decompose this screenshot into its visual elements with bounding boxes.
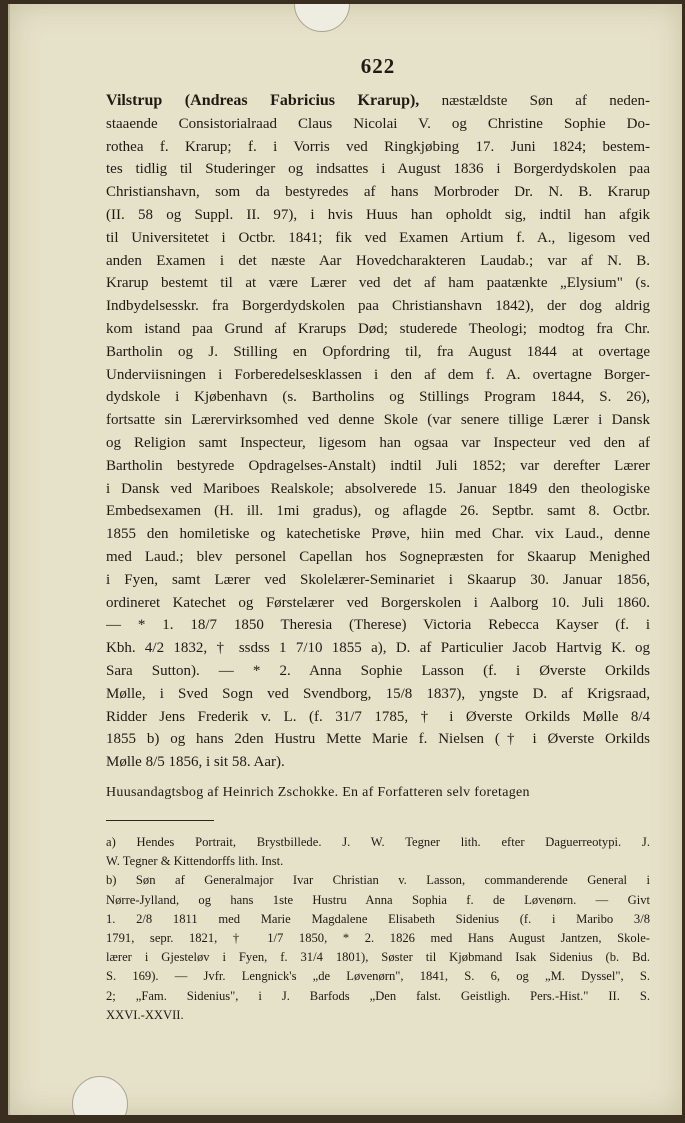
footnote-line: S. 169). — Jvfr. Lengnick's „de Løvenørn", 1841, S. 6, og „M. Dyssel", S. [106, 969, 650, 984]
footnote-line: 1791, sepr. 1821, † 1/7 1850, * 2. 1826 med Hans August Jantzen, Skole- [106, 930, 650, 945]
footnote-line: a) Hendes Portrait, Brystbillede. J. W. Tegner lith. efter Daguerreotypi. J. [106, 834, 650, 849]
book-page [8, 4, 682, 1115]
entry-line: Embedsexamen (H. ill. 1mi gradus), og aflagde 26. Septbr. samt 8. Octbr. [106, 503, 650, 520]
footnote-line: XXVI.-XXVII. [106, 1007, 184, 1022]
entry-line: kom istand paa Grund af Krarups Død; studerede Theologi; modtog fra Chr. [106, 320, 650, 337]
entry-line: — * 1. 18/7 1850 Theresia (Therese) Victoria Rebecca Kayser (f. i [106, 617, 650, 634]
entry-line: 1855 b) og hans 2den Hustru Mette Marie f. Nielsen († i Øverste Orkilds [106, 731, 650, 748]
entry-line: Krarup bestemt til at være Lærer ved det af ham paatænkte „Elysium" (s. [106, 275, 650, 292]
entry-line: næstældste Søn af neden- [441, 93, 650, 109]
footnote-line: W. Tegner & Kittendorffs lith. Inst. [106, 854, 284, 869]
footnote-line: lærer i Gjesteløv i Fyen, f. 31/4 1801), Søster til Kjøbmand Isak Sidenius (b. Bd. [106, 950, 650, 965]
footnote-line: 2; „Fam. Sidenius", i J. Barfods „Den falst. Geistligh. Pers.-Hist." II. S. [106, 988, 650, 1003]
entry-line: Christianshavn, som da bestyredes af hans Morbroder Dr. N. B. Krarup [106, 184, 650, 201]
entry-line: i Fyen, samt Lærer ved Skolelærer-Seminariet i Skaarup 30. Januar 1856, [106, 571, 650, 588]
entry-line: Indbydelsesskr. fra Borgerdydskolen paa Christianshavn 1842), der dog aldrig [106, 298, 650, 315]
entry-line: fortsatte sin Lærervirksomhed ved denne Skole (var senere tillige Lærer i Dansk [106, 412, 650, 429]
entry-line: dydskole i Kjøbenhavn (s. Bartholins og Stillings Program 1844, S. 26), [106, 389, 650, 406]
footnote-line: 1. 2/8 1811 med Marie Magdalene Elisabeth Sidenius (f. i Maribo 3/8 [106, 911, 650, 926]
entry-line: Kbh. 4/2 1832, † ssdss 1 7/10 1855 a), D. af Particulier Jacob Hartvig K. og [106, 640, 650, 657]
entry-line: Sara Sutton). — * 2. Anna Sophie Lasson (f. i Øverste Orkilds [106, 662, 650, 679]
page-content [106, 52, 650, 1025]
entry-line: Mølle 8/5 1856, i sit 58. Aar). [106, 754, 285, 771]
entry-line: Bartholin og J. Stilling en Opfordring til, fra August 1844 at overtage [106, 343, 650, 360]
entry-line: rothea f. Krarup; f. i Vorris ved Ringkjøbing 17. Juni 1824; bestem- [106, 138, 650, 155]
entry-line: tes tidlig til Studeringer og indsattes i August 1836 i Borgerdydskolen paa [106, 161, 650, 178]
entry-line: staaende Consistorialraad Claus Nicolai V. og Christine Sophie Do- [106, 115, 650, 132]
page-number: 622 [360, 54, 396, 78]
entry-line: Underviisningen i Forberedelsesklassen i den af dem f. A. overtagne Borger- [106, 366, 650, 383]
binding-hole-top [294, 4, 350, 32]
footnotes [106, 833, 650, 1025]
footnote-rule [106, 820, 214, 821]
entry-line: med Laud.; blev personel Capellan hos Sognepræsten for Skaarup Menighed [106, 548, 650, 565]
entry-line: anden Examen i det næste Aar Hovedcharakteren Laudab.; var af N. B. [106, 252, 650, 269]
entry-line: ordineret Katechet og Førstelærer ved Borgerskolen i Aalborg 10. Juli 1860. [106, 594, 650, 611]
entry-line: Ridder Jens Frederik v. L. (f. 31/7 1785, † i Øverste Orkilds Mølle 8/4 [106, 708, 650, 725]
entry [106, 90, 650, 774]
entry-line: i Dansk ved Mariboes Realskole; absolverede 15. Januar 1849 den theologiske [106, 480, 650, 497]
entry-line: til Universitetet i Octbr. 1841; fik ved Examen Artium f. A., ligesom ved [106, 229, 650, 246]
entry-line: og Religion samt Inspecteur, ligesom han ogsaa var Inspecteur ved den af [106, 434, 650, 451]
footnote-line: Nørre-Jylland, og hans 1ste Hustru Anna Sophia f. de Løvenørn. — Givt [106, 892, 650, 907]
footnote-line: b) Søn af Generalmajor Ivar Christian v. Lasson, commanderende General i [106, 873, 650, 888]
entry-line: 1855 den homiletiske og katechetiske Prøve, hiin med Char. vix Laud., denne [106, 526, 650, 543]
continuation-line: Huusandagtsbog af Heinrich Zschokke. En af Forfatteren selv foretagen [106, 784, 530, 800]
entry-line: Mølle, i Sved Sogn ved Svendborg, 15/8 1837), yngste D. af Krigsraad, [106, 685, 650, 702]
entry-line: (II. 58 og Suppl. II. 97), i hvis Huus han opholdt sig, indtil han afgik [106, 206, 650, 223]
entry-name: Vilstrup (Andreas Fabricius Krarup), [106, 92, 420, 109]
entry-line: Bartholin bestyrede Opdragelses-Anstalt) indtil Juli 1852; var derefter Lærer [106, 457, 650, 474]
binding-hole-bottom [72, 1076, 128, 1115]
entry-first-line [106, 90, 650, 113]
